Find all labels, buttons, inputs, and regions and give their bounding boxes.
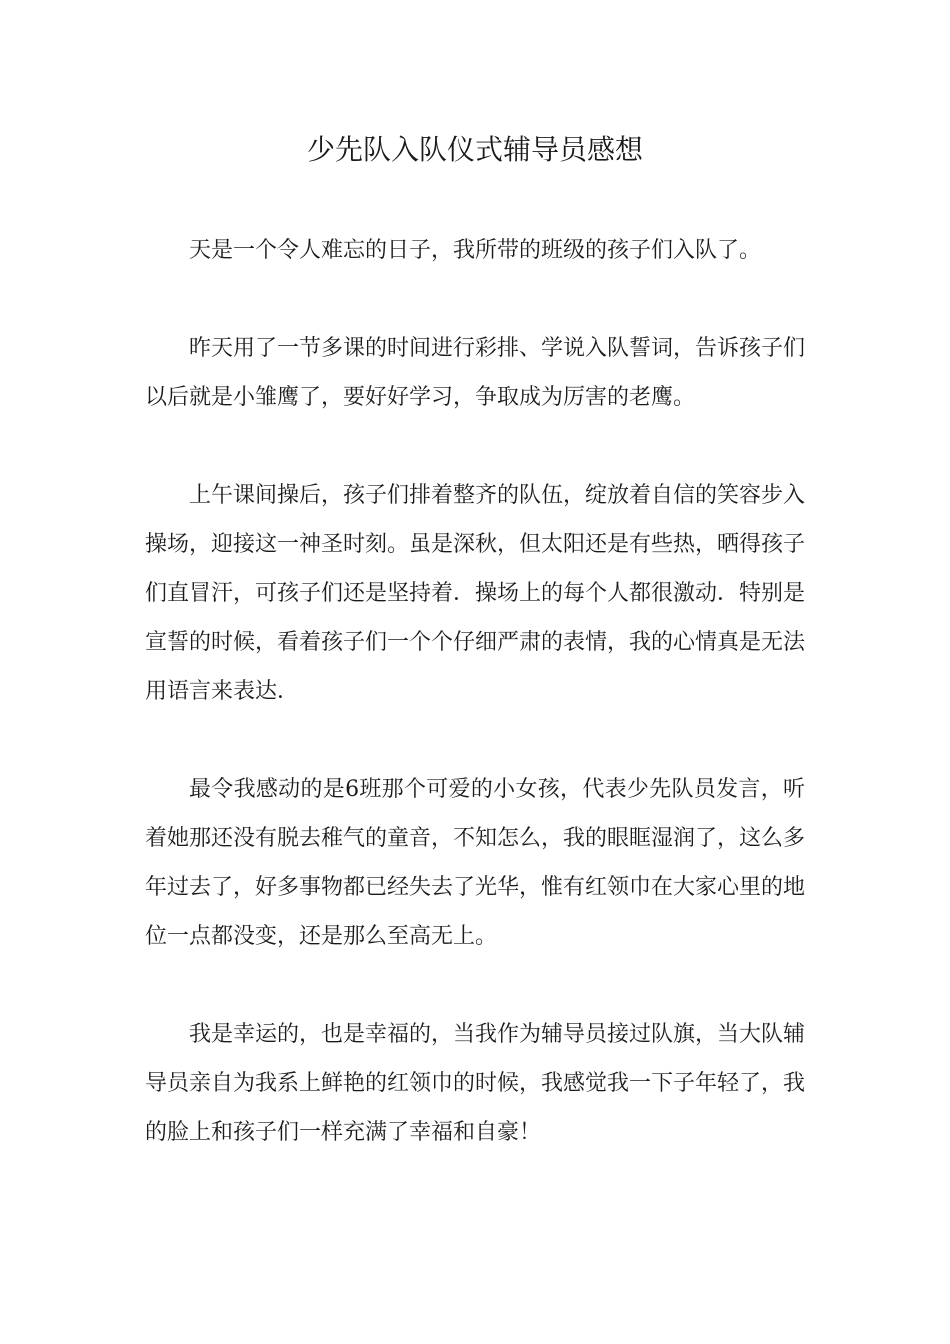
- paragraph-3: 上午课间操后，孩子们排着整齐的队伍，绽放着自信的笑容步入操场，迎接这一神圣时刻。虽是深秋，但太阳还是有些热，晒得孩子们直冒汗，可孩子们还是坚持着．操场上的每个人都很激动．特别是宣誓的时候，看着孩子们一个个仔细严肃的表情，我的心情真是无法用语言来表达．: [145, 483, 806, 704]
- paragraph-2: 昨天用了一节多课的时间进行彩排、学说入队誓词，告诉孩子们以后就是小雏鹰了，要好好学习，争取成为厉害的老鹰。: [145, 336, 806, 410]
- document-body: [145, 226, 805, 1206]
- document-title: 少先队入队仪式辅导员感想: [306, 133, 643, 166]
- paragraph-5: 我是幸运的，也是幸福的，当我作为辅导员接过队旗，当大队辅导员亲自为我系上鲜艳的红领巾的时候，我感觉我一下子年轻了，我的脸上和孩子们一样充满了幸福和自豪！: [145, 1022, 806, 1145]
- paragraph-1: 天是一个令人难忘的日子，我所带的班级的孩子们入队了。: [189, 238, 762, 263]
- paragraph-4: 最令我感动的是6班那个可爱的小女孩，代表少先队员发言，听着她那还没有脱去稚气的童音，不知怎么，我的眼眶湿润了，这么多年过去了，好多事物都已经失去了光华，惟有红领巾在大家心里的地位一点都没变，还是那么至高无上。: [145, 777, 806, 949]
